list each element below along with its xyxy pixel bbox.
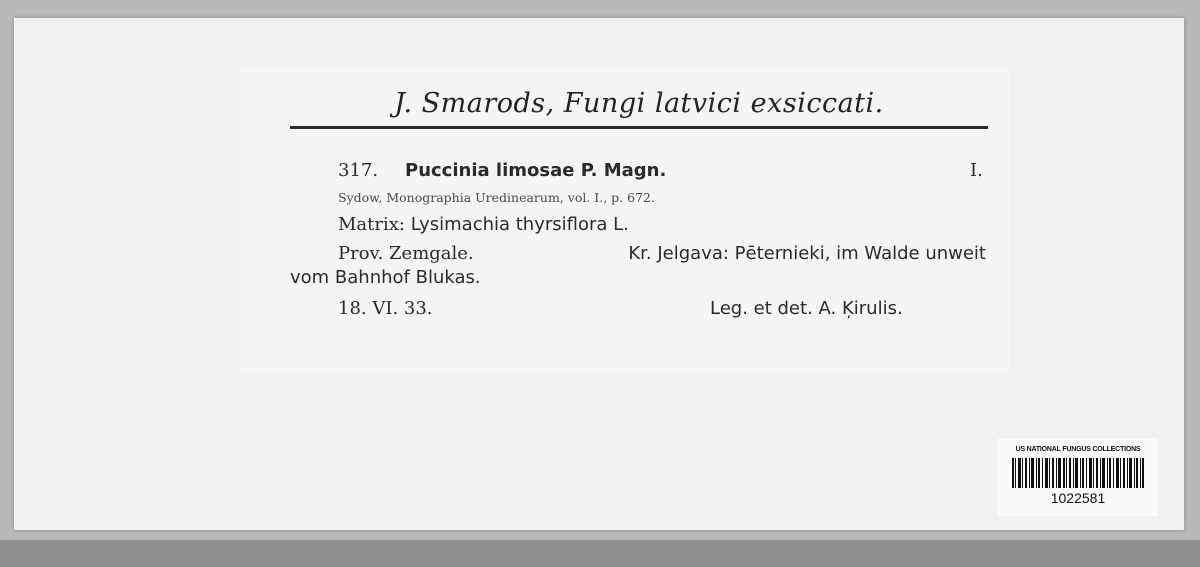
literature-reference: Sydow, Monographia Uredinearum, vol. I., p. 672. (338, 190, 655, 205)
matrix-label: Matrix: (338, 214, 405, 235)
locality-detail: Kr. Jelgava: Pēternieki, im Walde unweit (628, 243, 986, 264)
species-name: Puccinia limosae P. Magn. (405, 160, 667, 181)
province: Prov. Zemgale. (338, 243, 474, 264)
background-strip (0, 540, 1200, 567)
exsiccata-number: 317. (338, 160, 379, 181)
matrix-line (338, 214, 629, 235)
label-title: J. Smarods, Fungi latvici exsiccati. (394, 88, 884, 119)
barcode-institution: US NATIONAL FUNGUS COLLECTIONS (1015, 446, 1141, 453)
collection-date: 18. VI. 33. (338, 298, 433, 319)
barcode-label (998, 438, 1158, 516)
matrix-value: Lysimachia thyrsiflora L. (410, 214, 629, 235)
locality-line-1 (338, 243, 986, 264)
locality-line-2: vom Bahnhof Blukas. (290, 267, 481, 288)
barcode-number: 1022581 (1050, 490, 1106, 506)
barcode-icon (1012, 458, 1144, 488)
title-rule (290, 126, 988, 129)
spore-stage: I. (970, 160, 983, 181)
collector: Leg. et det. A. Ķirulis. (710, 298, 903, 319)
